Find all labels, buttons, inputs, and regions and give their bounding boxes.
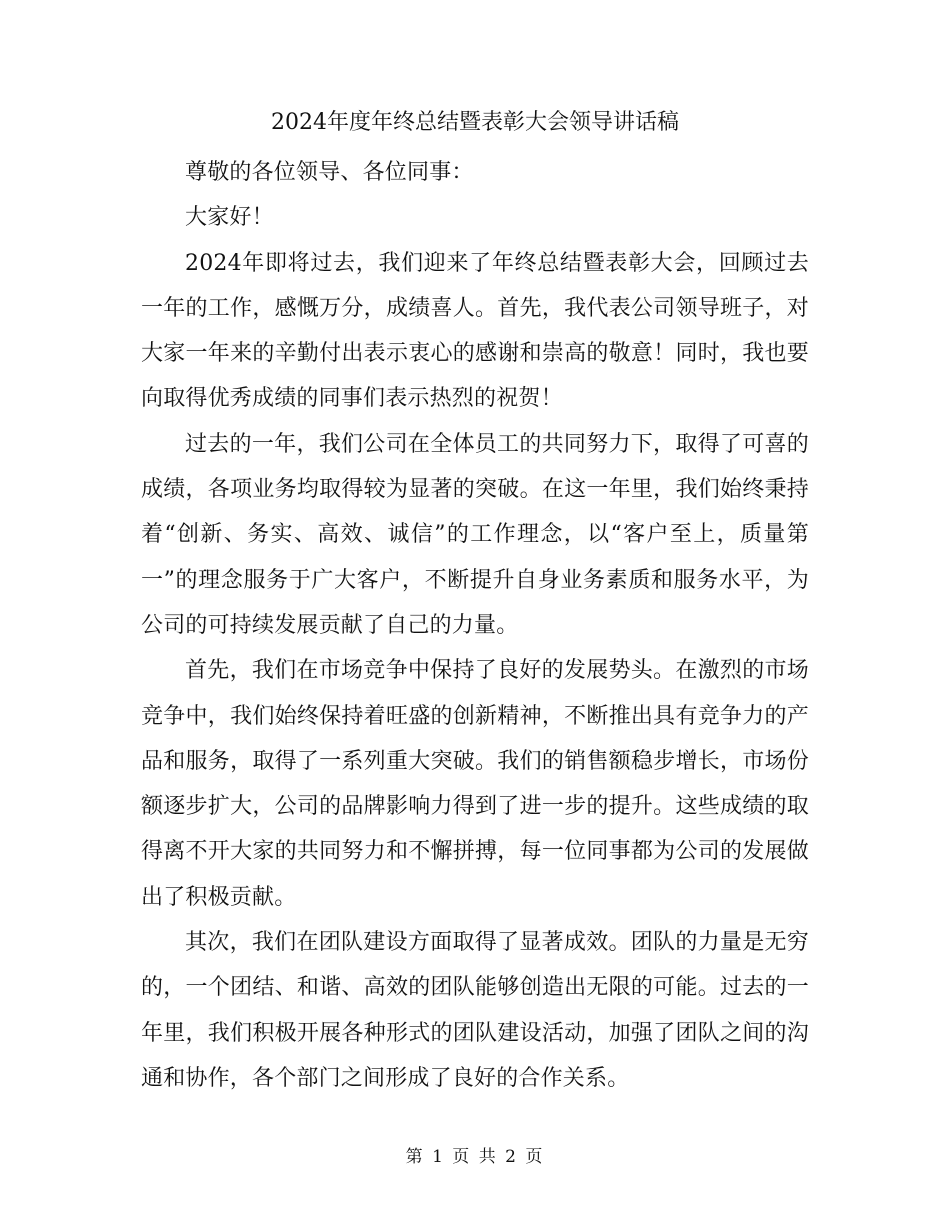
market-paragraph: 首先，我们在市场竞争中保持了良好的发展势头。在激烈的市场竞争中，我们始终保持着旺盛的创新精神，不断推出具有竞争力的产品和服务，取得了一系列重大突破。我们的销售额稳步增长，市场份额逐步扩大，公司的品牌影响力得到了进一步的提升。这些成绩的取得离不开大家的共同努力和不懈拼搏，每一位同事都为公司的发展做出了积极贡献。 <box>141 658 809 910</box>
greeting-paragraph: 大家好！ <box>185 205 274 231</box>
document-title: 2024年度年终总结暨表彰大会领导讲话稿 <box>271 110 679 135</box>
page-number-footer: 第 1 页 共 2 页 <box>405 1147 545 1167</box>
salutation-paragraph: 尊敬的各位领导、各位同事： <box>185 160 474 185</box>
intro-paragraph: 2024年即将过去，我们迎来了年终总结暨表彰大会，回顾过去一年的工作，感慨万分，成绩喜人。首先，我代表公司领导班子，对大家一年来的辛勤付出表示衷心的感谢和崇高的敬意！同时，我也要向取得优秀成绩的同事们表示热烈的祝贺！ <box>141 250 809 412</box>
document-body <box>141 150 809 1101</box>
review-paragraph: 过去的一年，我们公司在全体员工的共同努力下，取得了可喜的成绩，各项业务均取得较为显著的突破。在这一年里，我们始终秉持着“创新、务实、高效、诚信”的工作理念，以“客户至上，质量第一”的理念服务于广大客户，不断提升自身业务素质和服务水平，为公司的可持续发展贡献了自己的力量。 <box>141 431 809 638</box>
team-paragraph: 其次，我们在团队建设方面取得了显著成效。团队的力量是无穷的，一个团结、和谐、高效的团队能够创造出无限的可能。过去的一年里，我们积极开展各种形式的团队建设活动，加强了团队之间的沟通和协作，各个部门之间形成了良好的合作关系。 <box>141 930 809 1091</box>
